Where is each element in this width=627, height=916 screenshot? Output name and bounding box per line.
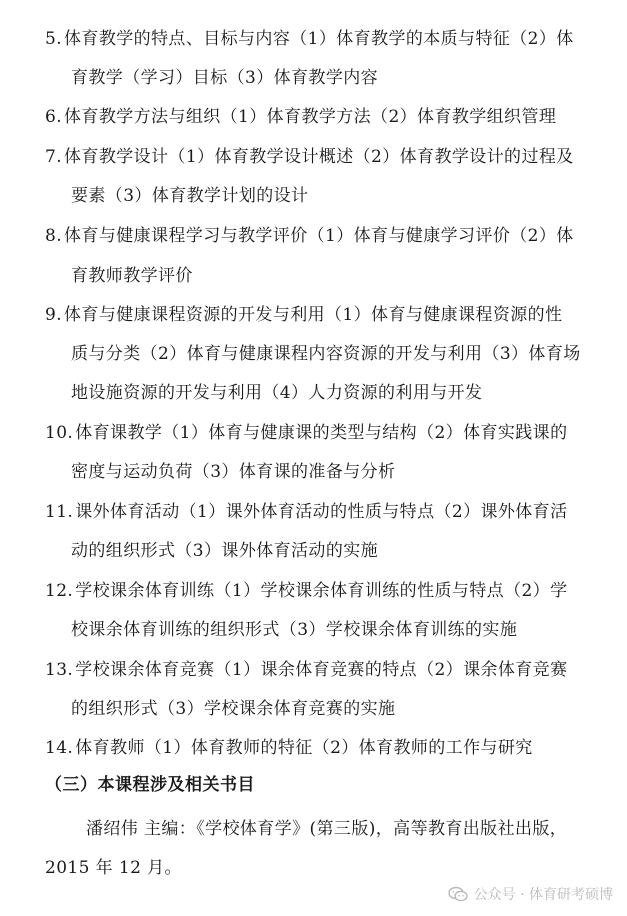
list-item-line: 校课余体育训练的组织形式（3）学校课余体育训练的实施 <box>71 620 518 640</box>
watermark-text: 公众号 · 体育研考硕博 <box>473 887 613 903</box>
list-item-line: 7. 体育教学设计（1）体育教学设计概述（2）体育教学设计的过程及 <box>45 147 574 167</box>
list-item-line: 13. 学校课余体育竞赛（1）课余体育竞赛的特点（2）课余体育竞赛 <box>45 660 568 680</box>
list-item-number: 14. <box>45 738 74 758</box>
list-item-line: 11. 课外体育活动（1）课外体育活动的性质与特点（2）课外体育活 <box>45 502 568 522</box>
section-heading: （三）本课程涉及相关书目 <box>45 775 255 795</box>
list-item-line: 育教师教学评价 <box>71 266 193 286</box>
list-item-line: 8. 体育与健康课程学习与教学评价（1）体育与健康学习评价（2）体 <box>45 226 574 246</box>
list-item-line: 14. 体育教师（1）体育教师的特征（2）体育教师的工作与研究 <box>45 738 533 758</box>
list-item-line: 动的组织形式（3）课外体育活动的实施 <box>71 541 379 561</box>
list-item-number: 12. <box>45 581 74 601</box>
list-item-number: 10. <box>45 423 74 443</box>
list-item-line: 9. 体育与健康课程资源的开发与利用（1）体育与健康课程资源的性 <box>45 305 563 325</box>
list-item-line: 6. 体育教学方法与组织（1）体育教学方法（2）体育教学组织管理 <box>45 107 557 127</box>
list-item-number: 8. <box>45 226 63 246</box>
list-item-line: 5. 体育教学的特点、目标与内容（1）体育教学的本质与特征（2）体 <box>45 29 574 49</box>
list-item-line: 育教学（学习）目标（3）体育教学内容 <box>71 68 379 88</box>
list-item-number: 9. <box>45 305 63 325</box>
list-item-line: 要素（3）体育教学计划的设计 <box>71 186 309 206</box>
list-item-line: 地设施资源的开发与利用（4）人力资源的利用与开发 <box>71 383 483 403</box>
list-item-line: 12. 学校课余体育训练（1）学校课余体育训练的性质与特点（2）学 <box>45 581 568 601</box>
list-item-number: 13. <box>45 660 74 680</box>
list-item-line: 的组织形式（3）学校课余体育竞赛的实施 <box>71 699 396 719</box>
reference-line: 2015 年 12 月。 <box>45 858 182 878</box>
reference-line: 潘绍伟 主编：《学校体育学》(第三版)，高等教育出版社出版， <box>86 819 568 839</box>
list-item-number: 7. <box>45 147 63 167</box>
wechat-icon <box>448 886 468 902</box>
list-item-number: 6. <box>45 107 63 127</box>
list-item-line: 质与分类（2）体育与健康课程内容资源的开发与利用（3）体育场 <box>71 344 581 364</box>
watermark <box>448 884 613 904</box>
list-item-line: 密度与运动负荷（3）体育课的准备与分析 <box>71 462 396 482</box>
list-item-number: 11. <box>45 502 74 522</box>
list-item-line: 10. 体育课教学（1）体育与健康课的类型与结构（2）体育实践课的 <box>45 423 568 443</box>
list-item-number: 5. <box>45 29 63 49</box>
